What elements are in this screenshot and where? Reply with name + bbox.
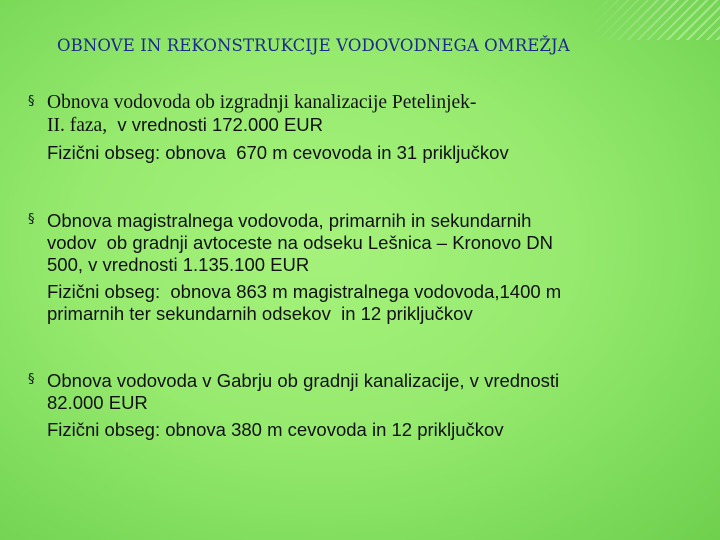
- list-item: [28, 370, 559, 441]
- item-line-part: II. faza,: [47, 115, 108, 136]
- item-line: [47, 114, 708, 137]
- bullet-icon: §: [28, 94, 35, 109]
- corner-stripes-decoration: [590, 0, 720, 40]
- item-line: 500, v vrednosti 1.135.100 EUR: [47, 254, 310, 275]
- item-line: Obnova vodovoda ob izgradnji kanalizacije Petelinjek-: [47, 92, 477, 113]
- bullet-icon: §: [28, 212, 35, 227]
- item-line-part: v vrednosti 172.000 EUR: [107, 114, 324, 135]
- item-line: Obnova vodovoda v Gabrju ob gradnji kanalizacije, v vrednosti: [47, 370, 560, 391]
- item-line: 82.000 EUR: [47, 392, 148, 413]
- item-line: Fizični obseg: obnova 863 m magistralnega vodovoda,1400 m: [47, 281, 562, 302]
- item-line: vodov ob gradnji avtoceste na odseku Lešnica – Kronovo DN: [47, 232, 553, 253]
- item-line: Fizični obseg: obnova 380 m cevovoda in 12 priključkov: [47, 419, 504, 440]
- bullet-icon: §: [28, 372, 35, 387]
- slide-title: OBNOVE IN REKONSTRUKCIJE VODOVODNEGA OMREŽJA: [57, 36, 570, 55]
- item-line: Fizični obseg: obnova 670 m cevovoda in 31 priključkov: [47, 142, 509, 163]
- bullet-list: [28, 92, 708, 440]
- list-item: [28, 92, 708, 164]
- item-line: Obnova magistralnega vodovoda, primarnih in sekundarnih: [47, 210, 532, 231]
- item-line: primarnih ter sekundarnih odsekov in 12 priključkov: [47, 303, 473, 324]
- list-item: [28, 210, 561, 325]
